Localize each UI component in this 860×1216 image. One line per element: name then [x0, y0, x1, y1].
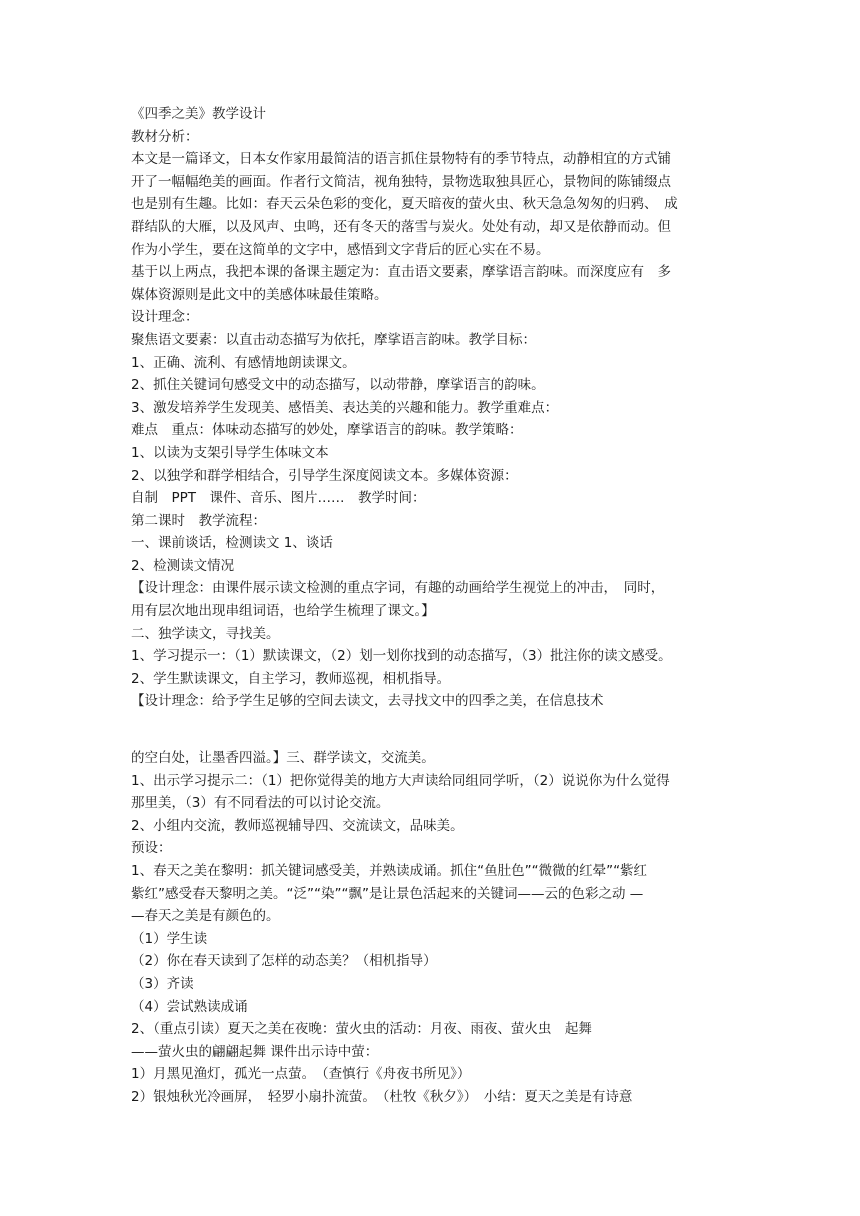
- text-line: （2）你在春天读到了怎样的动态美？（相机指导）: [131, 953, 437, 970]
- text-line: 2、检测读文情况: [131, 557, 235, 574]
- text-line: 1、春天之美在黎明：抓关键词感受美，并熟读成诵。抓住“鱼肚色”“微微的红晕”“紫红: [131, 863, 648, 879]
- text-line: （1）学生读: [131, 930, 208, 947]
- text-line: 群结队的大雁，以及风声、虫鸣，还有冬天的落雪与炭火。处处有动，却又是依静而动。但: [131, 218, 671, 235]
- document-page: [131, 103, 731, 1109]
- text-line: 也是别有生趣。比如：春天云朵色彩的变化，夏天暗夜的萤火虫、秋天急急匆匆的归鸦、 成: [131, 196, 678, 213]
- text-line: 1）月黑见渔灯，孤光一点萤。 （查慎行《舟夜书所见》）: [131, 1066, 471, 1083]
- text-line: 【设计理念：由课件展示读文检测的重点字词，有趣的动画给学生视觉上的冲击， 同时，: [131, 580, 665, 597]
- text-line: 教材分析：: [131, 128, 199, 145]
- text-line: 2、小组内交流，教师巡视辅导四、交流读文，品味美。: [131, 817, 464, 834]
- text-line: 用有层次地出现串组词语，也给学生梳理了课文。】: [131, 603, 435, 620]
- document-body-part-2: [131, 747, 731, 1109]
- text-line: 2、抓住关键词句感受文中的动态描写，以动带静，摩挲语言的韵味。: [131, 377, 545, 394]
- text-line: 二、独学读文，寻找美。: [131, 625, 280, 642]
- text-line: 2）银烛秋光冷画屏， 轻罗小扇扑流萤。 （杜牧《秋夕》） 小结：夏天之美是有诗意: [131, 1088, 633, 1105]
- text-line: 1、出示学习提示二：（1）把你觉得美的地方大声读给同组同学听，（2）说说你为什么觉得: [131, 772, 670, 789]
- text-line: 2、（重点引读）夏天之美在夜晚：萤火虫的活动：月夜、雨夜、萤火虫 起舞: [131, 1021, 592, 1038]
- text-line: 本文是一篇译文，日本女作家用最简洁的语言抓住景物特有的季节特点，动静相宜的方式铺: [131, 151, 671, 168]
- text-line: 第二课时 教学流程：: [131, 512, 266, 529]
- text-line: 难点 重点：体味动态描写的妙处，摩挲语言的韵味。教学策略：: [131, 422, 523, 439]
- text-line: 1、学习提示一：（1）默读课文，（2）划一划你找到的动态描写，（3）批注你的读文感受。: [131, 648, 672, 665]
- text-line: 2、以独学和群学相结合，引导学生深度阅读文本。多媒体资源：: [131, 467, 518, 484]
- text-line: 1、正确、流利、有感情地朗读课文。: [131, 354, 356, 371]
- text-line: 紫红”感受春天黎明之美。“泛”“染”“飘”是让景色活起来的关键词——云的色彩之动 —: [131, 885, 644, 902]
- text-line: 作为小学生，要在这简单的文字中，感悟到文字背后的匠心实在不易。: [131, 241, 550, 258]
- text-line: 一、课前谈话，检测读文 1、谈话: [131, 535, 333, 552]
- text-line: 媒体资源则是此文中的美感体味最佳策略。: [131, 286, 388, 303]
- text-line: （3）齐读: [131, 975, 194, 992]
- text-line: （4）尝试熟读成诵: [131, 998, 248, 1015]
- text-line: 1、以读为支架引导学生体味文本: [131, 444, 329, 461]
- document-body-part-1: [131, 103, 731, 713]
- text-line: —春天之美是有颜色的。: [131, 908, 280, 925]
- text-line: 聚焦语文要素：以直击动态描写为依托，摩挲语言韵味。教学目标：: [131, 331, 536, 348]
- text-line: 【设计理念：给予学生足够的空间去读文，去寻找文中的四季之美，在信息技术: [131, 693, 604, 710]
- text-line: 那里美，（3）有不同看法的可以讨论交流。: [131, 795, 390, 812]
- text-line: 设计理念：: [131, 309, 199, 326]
- text-line: 预设：: [131, 840, 172, 857]
- text-line: 的空白处，让墨香四溢。】三、群学读文，交流美。: [131, 750, 435, 767]
- paragraph-gap: [131, 713, 731, 747]
- text-line: 2、学生默读课文，自主学习，教师巡视，相机指导。: [131, 670, 451, 687]
- text-line: 基于以上两点，我把本课的备课主题定为：直击语文要素，摩挲语言韵味。而深度应有 多: [131, 264, 671, 281]
- text-line: ——萤火虫的翩翩起舞 课件出示诗中萤：: [131, 1043, 379, 1060]
- text-line: 开了一幅幅绝美的画面。作者行文简洁，视角独特，景物选取独具匠心，景物间的陈铺缀点: [131, 173, 671, 190]
- text-line: 《四季之美》教学设计: [131, 106, 266, 122]
- text-line: 自制 PPT 课件、音乐、图片…… 教学时间：: [131, 490, 426, 507]
- text-line: 3、激发培养学生发现美、感悟美、表达美的兴趣和能力。教学重难点：: [131, 399, 559, 416]
